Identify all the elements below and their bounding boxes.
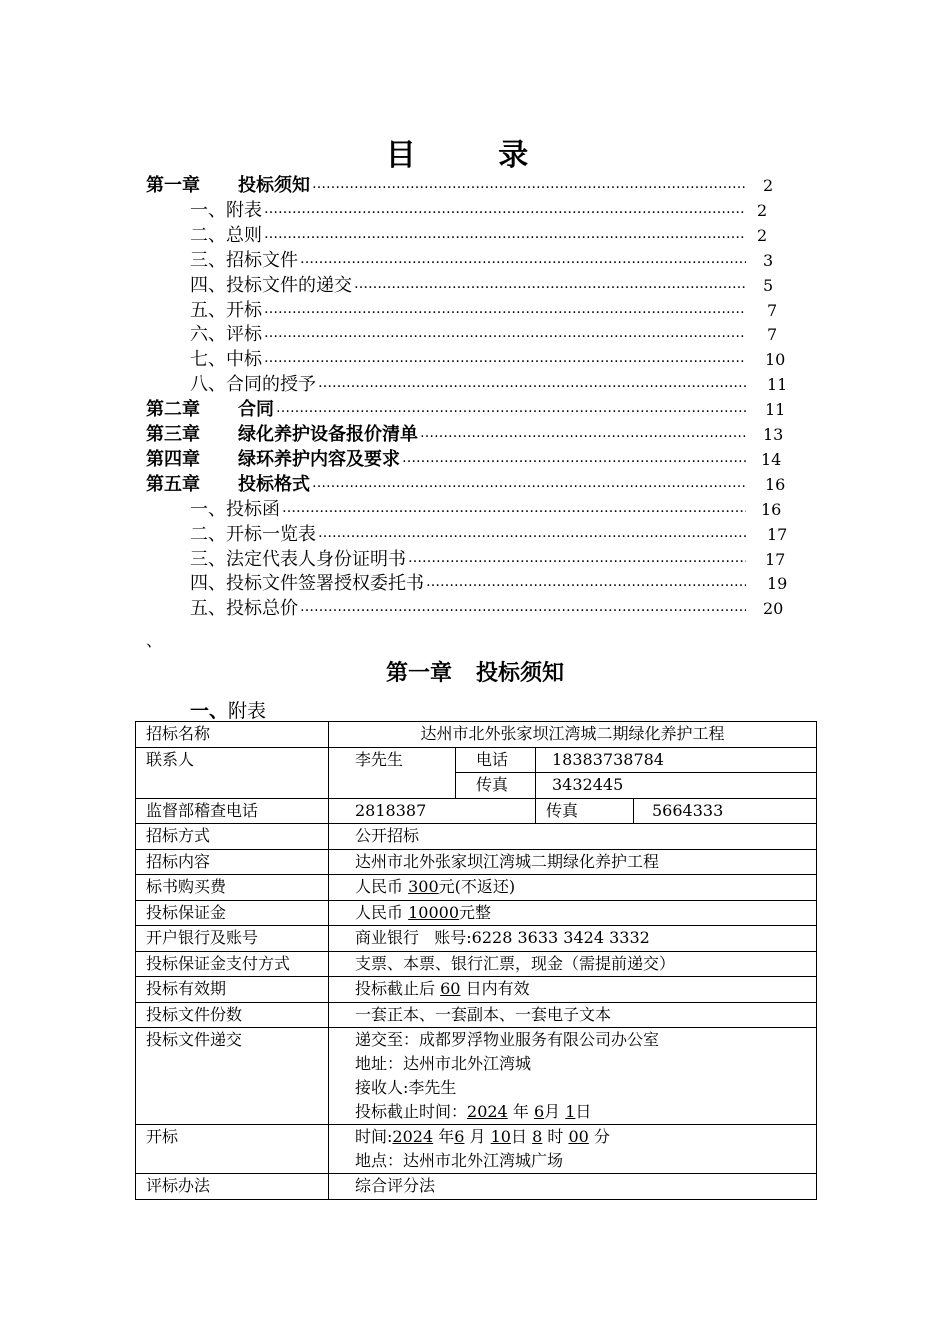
cell-label: 开户银行及账号 [136, 926, 329, 952]
chapter-title: 投标须知 [476, 661, 565, 686]
toc-chapter-number: 第五章 [146, 473, 200, 495]
cell-label: 监督部稽查电话 [136, 798, 329, 824]
cell-value: 一套正本、一套副本、一套电子文本 [329, 1002, 817, 1028]
toc-leader [402, 450, 746, 466]
page-title: 目 录 [385, 138, 565, 173]
toc-entry[interactable] [146, 172, 746, 196]
toc-entry[interactable] [190, 570, 746, 594]
cell-value: 综合评分法 [329, 1174, 817, 1200]
toc-leader [354, 276, 746, 292]
cell-value: 商业银行 账号:6228 3633 3424 3332 [329, 926, 817, 952]
cell-value: 5664333 [634, 798, 817, 824]
chapter-heading [0, 656, 950, 687]
toc-label: 开标 [226, 299, 262, 321]
section-heading [190, 696, 266, 723]
cell-label: 标书购买费 [136, 875, 329, 901]
toc-entry[interactable] [190, 272, 746, 296]
toc-leader [426, 574, 746, 590]
deadline-month: 6 [533, 1102, 545, 1121]
toc-label: 绿化养护设备报价清单 [238, 424, 418, 445]
toc-label: 评标 [226, 324, 262, 346]
toc-page-number: 2 [757, 225, 768, 245]
opening-hour: 8 [532, 1127, 543, 1146]
cell-value: 支票、本票、银行汇票，现金（需提前递交） [329, 951, 817, 977]
toc-leader [264, 325, 746, 341]
stray-mark: 、 [146, 631, 163, 650]
toc-label: 投标文件的递交 [226, 274, 352, 296]
table-row [136, 875, 817, 901]
toc-page-number: 11 [767, 375, 788, 395]
toc-entry[interactable] [146, 446, 746, 470]
doc-fee-amount: 300 [408, 877, 439, 896]
toc-leader [318, 525, 746, 541]
cell-label: 招标内容 [136, 849, 329, 875]
cell-value: 2818387 [329, 798, 536, 824]
toc-label: 中标 [226, 349, 262, 371]
cell-label: 投标保证金 [136, 900, 329, 926]
toc-page-number: 3 [763, 250, 774, 270]
table-row [136, 1028, 817, 1125]
toc-entry[interactable] [190, 222, 746, 246]
toc-page-number: 17 [765, 549, 786, 569]
toc-section-number: 八、 [190, 374, 226, 396]
chapter-number: 第一章 [385, 661, 452, 686]
toc-page-number: 5 [763, 275, 774, 295]
cell-value: 达州市北外张家坝江湾城二期绿化养护工程 [329, 849, 817, 875]
deadline-day: 1 [565, 1102, 576, 1121]
toc-entry[interactable] [146, 396, 746, 420]
toc-section-number: 七、 [190, 349, 226, 371]
toc-page-number: 20 [763, 599, 784, 619]
toc-leader [312, 176, 746, 192]
toc-entry[interactable] [190, 197, 746, 221]
cell-label: 投标有效期 [136, 977, 329, 1003]
validity-days: 60 [440, 979, 461, 998]
toc-label: 绿环养护内容及要求 [238, 448, 400, 470]
table-row [136, 926, 817, 952]
toc-section-number: 二、 [190, 224, 226, 246]
toc-chapter-number: 第三章 [146, 424, 200, 445]
cell-label: 招标方式 [136, 824, 329, 850]
toc-entry[interactable] [190, 346, 746, 370]
cell-label: 传真 [456, 773, 536, 799]
toc-chapter-number: 第四章 [146, 448, 200, 470]
cell-value: 投标截止后 60 日内有效 [329, 977, 817, 1003]
toc-page-number: 7 [767, 325, 778, 345]
opening-day: 10 [490, 1127, 511, 1146]
toc-entry[interactable] [190, 521, 746, 545]
toc-label: 投标文件签署授权委托书 [226, 573, 424, 595]
cell-label: 电话 [456, 747, 536, 773]
toc-label: 法定代表人身份证明书 [226, 548, 406, 570]
toc-page-number: 19 [767, 574, 788, 594]
toc-label: 投标须知 [238, 175, 310, 196]
toc-section-number: 一、 [190, 498, 226, 520]
opening-month: 6 [454, 1127, 465, 1146]
toc-label: 附表 [226, 199, 262, 221]
toc-leader [276, 400, 746, 416]
opening-year: 2024 [392, 1127, 434, 1146]
toc-label: 合同的授予 [226, 374, 316, 396]
toc-entry[interactable] [190, 297, 746, 321]
toc-entry[interactable] [190, 247, 746, 271]
table-row [136, 824, 817, 850]
table-row [136, 798, 817, 824]
cell-label: 联系人 [136, 747, 329, 798]
cell-value: 李先生 [329, 747, 456, 798]
toc-page-number: 11 [765, 400, 786, 420]
toc-section-number: 五、 [190, 598, 226, 620]
toc-label: 合同 [238, 399, 274, 421]
toc-entry[interactable] [190, 595, 746, 619]
cell-value: 3432445 [536, 773, 817, 799]
toc-page-number: 16 [761, 499, 782, 519]
cell-label: 投标文件递交 [136, 1028, 329, 1125]
toc-label: 投标格式 [238, 473, 310, 495]
attachment-table [135, 721, 817, 1200]
toc-page-number: 7 [767, 300, 778, 320]
table-row [136, 900, 817, 926]
cell-value: 人民币 300元(不返还) [329, 875, 817, 901]
toc-leader [264, 226, 746, 242]
toc-leader [264, 350, 746, 366]
opening-minute: 00 [568, 1127, 589, 1146]
table-row [136, 747, 817, 773]
cell-label: 评标办法 [136, 1174, 329, 1200]
bond-amount: 10000 [408, 902, 460, 922]
toc-page-number: 16 [765, 474, 786, 494]
toc-section-number: 五、 [190, 299, 226, 321]
toc-label: 总则 [226, 224, 262, 246]
toc-section-number: 一、 [190, 199, 226, 221]
toc-section-number: 三、 [190, 249, 226, 271]
table-row [136, 1002, 817, 1028]
cell-label: 投标文件份数 [136, 1002, 329, 1028]
table-row [136, 1174, 817, 1200]
toc-page-number: 10 [765, 350, 786, 370]
toc-label: 招标文件 [226, 249, 298, 271]
table-row [136, 849, 817, 875]
cell-value: 18383738784 [536, 747, 817, 773]
toc-section-number: 二、 [190, 523, 226, 545]
table-row [136, 722, 817, 748]
table-row [136, 951, 817, 977]
toc-leader [420, 425, 746, 441]
toc-leader [408, 550, 746, 566]
toc-entry[interactable] [146, 471, 746, 495]
toc-chapter-number: 第二章 [146, 399, 200, 421]
toc-page-number: 2 [757, 200, 768, 220]
toc-leader [300, 251, 746, 267]
cell-label: 招标名称 [136, 722, 329, 748]
toc-section-number: 六、 [190, 324, 226, 346]
toc-page-number: 14 [761, 449, 782, 469]
toc-leader [318, 375, 746, 391]
toc-chapter-number: 第一章 [146, 175, 200, 196]
toc-section-number: 三、 [190, 548, 226, 570]
toc-section-number: 四、 [190, 274, 226, 296]
toc-entry[interactable] [146, 421, 746, 445]
cell-value: 递交至：成都罗浮物业服务有限公司办公室 地址：达州市北外江湾城 接收人:李先生 投标截止时间：2024 年 6月 1日 [329, 1028, 817, 1125]
toc-label: 投标函 [226, 498, 280, 520]
cell-value: 达州市北外张家坝江湾城二期绿化养护工程 [329, 722, 817, 748]
toc-label: 开标一览表 [226, 523, 316, 545]
toc-entry[interactable] [190, 496, 746, 520]
toc-entry[interactable] [190, 371, 746, 395]
toc-entry[interactable] [190, 321, 746, 345]
section-title: 附表 [228, 700, 267, 722]
table-row [136, 1125, 817, 1174]
toc-entry[interactable] [190, 546, 746, 570]
cell-label: 投标保证金支付方式 [136, 951, 329, 977]
toc-label: 投标总价 [226, 598, 298, 620]
deadline-year: 2024 [467, 1102, 508, 1121]
cell-value: 公开招标 [329, 824, 817, 850]
toc-leader [312, 475, 746, 491]
toc-leader [282, 500, 746, 516]
table-row [136, 977, 817, 1003]
toc-page-number: 2 [763, 176, 774, 195]
toc-leader [264, 301, 746, 317]
cell-value: 人民币 10000元整 [329, 900, 817, 926]
cell-label: 开标 [136, 1125, 329, 1174]
cell-value: 时间:2024 年6 月 10日 8 时 00 分 地点：达州市北外江湾城广场 [329, 1125, 817, 1174]
toc-section-number: 四、 [190, 573, 226, 595]
toc-leader [264, 201, 746, 217]
toc-page-number: 17 [767, 524, 788, 544]
section-number: 一、 [190, 700, 229, 722]
toc-page-number: 13 [763, 425, 784, 444]
toc-leader [300, 599, 746, 615]
cell-label: 传真 [536, 798, 634, 824]
